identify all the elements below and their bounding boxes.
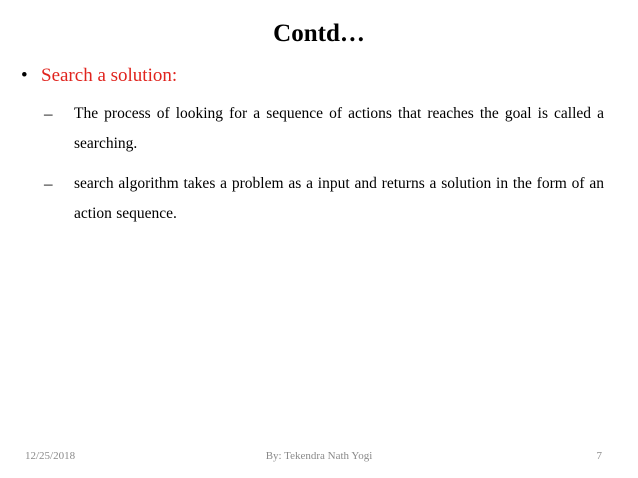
footer-date: 12/25/2018 xyxy=(25,450,76,462)
sub-item xyxy=(44,99,604,159)
main-bullet xyxy=(21,64,177,88)
footer-author: By: Tekendra Nath Yogi xyxy=(265,450,373,462)
slide-title: Contd… xyxy=(273,20,365,47)
sub-item xyxy=(44,169,604,229)
bullet-text: Search a solution: xyxy=(41,65,178,86)
sub-item-text: search algorithm takes a problem as a input and returns a solution in the form of an action sequence. xyxy=(74,175,604,222)
sub-item-text: The process of looking for a sequence of actions that reaches the goal is called a searching. xyxy=(74,105,604,152)
footer-page-number: 7 xyxy=(596,450,602,462)
dash-icon: – xyxy=(44,104,53,123)
bullet-icon: • xyxy=(21,65,28,86)
dash-icon: – xyxy=(44,174,53,193)
